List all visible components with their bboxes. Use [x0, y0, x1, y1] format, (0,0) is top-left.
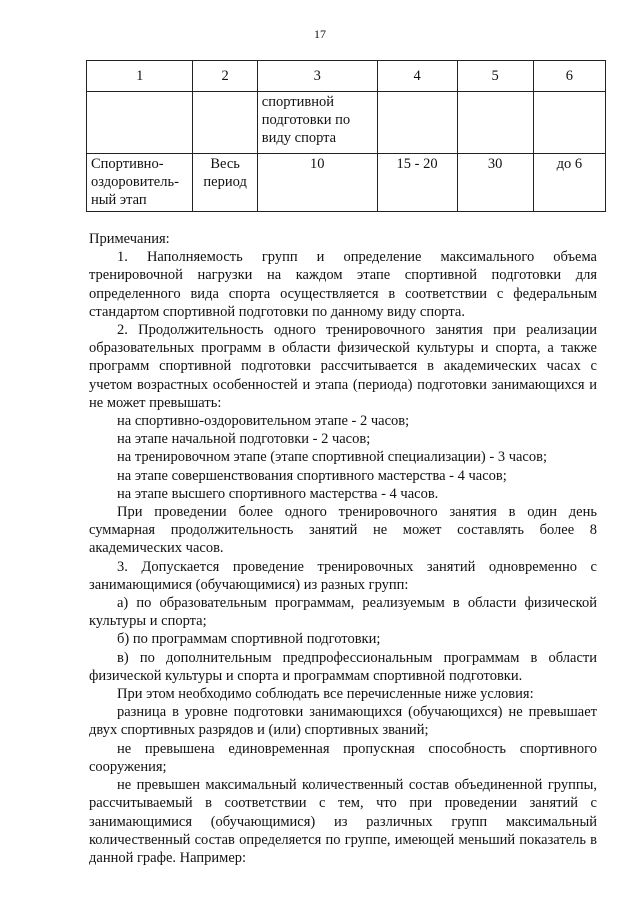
table-cell: 10	[257, 154, 377, 212]
note-list-item: на спортивно-оздоровительном этапе - 2 часов;	[117, 413, 410, 430]
header-cell: 4	[377, 61, 457, 92]
header-cell: 1	[87, 61, 193, 92]
note-condition: разница в уровне подготовки занимающихся (обучающихся) не превышает двух спортивных разрядов и (или) спортивных званий;	[89, 704, 597, 739]
note-paragraph: 3. Допускается проведение тренировочных занятий одновременно с занимающимися (обучающимися) из разных групп:	[89, 558, 597, 593]
table-cell: 30	[457, 154, 533, 212]
note-paragraph: 2. Продолжительность одного тренировочного занятия при реализации образовательных программ в области физической культуры и спорта, а также программ спортивной подготовки рассчитывается в академических часах с учетом возрастных особенностей и этапа (периода) подготовки занимающихся и не может превышать:	[89, 322, 597, 411]
note-list-item: на этапе совершенствования спортивного мастерства - 4 часов;	[117, 467, 507, 484]
header-cell: 3	[257, 61, 377, 92]
note-list-item: б) по программам спортивной подготовки;	[117, 631, 381, 648]
table-row	[87, 92, 606, 154]
table-cell	[457, 92, 533, 154]
table-cell	[193, 92, 257, 154]
table-cell: спортивной подготовки по виду спорта	[257, 92, 377, 154]
page-number: 17	[314, 27, 326, 41]
note-list-item: а) по образовательным программам, реализуемым в области физической культуры и спорта;	[89, 595, 597, 630]
table-cell: до 6	[533, 154, 605, 212]
note-paragraph: При этом необходимо соблюдать все перечисленные ниже условия:	[117, 686, 534, 703]
table-cell	[377, 92, 457, 154]
note-list-item: на этапе высшего спортивного мастерства - 4 часов.	[117, 485, 439, 502]
header-cell: 6	[533, 61, 605, 92]
note-condition: не превышена единовременная пропускная способность спортивного сооружения;	[89, 740, 597, 775]
notes-heading: Примечания:	[89, 231, 170, 247]
table-cell	[87, 92, 193, 154]
table-cell: Спортивно-оздоровитель-ный этап	[87, 154, 193, 212]
header-cell: 2	[193, 61, 257, 92]
table-cell: Весь период	[193, 154, 257, 212]
note-list-item: в) по дополнительным предпрофессиональным программам в области физической культуры и спорта и программам спортивной подготовки.	[89, 649, 597, 684]
header-cell: 5	[457, 61, 533, 92]
table-header-row	[87, 61, 606, 92]
table-cell: 15 - 20	[377, 154, 457, 212]
note-list-item: на тренировочном этапе (этапе спортивной специализации) - 3 часов;	[117, 449, 547, 466]
note-paragraph: 1. Наполняемость групп и определение максимального объема тренировочной нагрузки на каждом этапе спортивной подготовки для определенного вида спорта осуществляется в соответствии с федеральным стандартом спортивной подготовки по данному виду спорта.	[89, 249, 597, 320]
notes-section	[89, 230, 597, 867]
table-row	[87, 154, 606, 212]
note-list-item: на этапе начальной подготовки - 2 часов;	[117, 431, 371, 448]
note-paragraph: При проведении более одного тренировочного занятия в один день суммарная продолжительность занятий не может составлять более 8 академических часов.	[89, 504, 597, 557]
table-cell	[533, 92, 605, 154]
sports-groups-table	[86, 60, 606, 212]
note-condition: не превышен максимальный количественный состав объединенной группы, рассчитываемый в соответствии с тем, что при проведении занятий с занимающимися (обучающимися) из различных групп максимальный количественный состав определяется по группе, имеющей меньший показатель в данной графе. Например:	[89, 777, 597, 866]
